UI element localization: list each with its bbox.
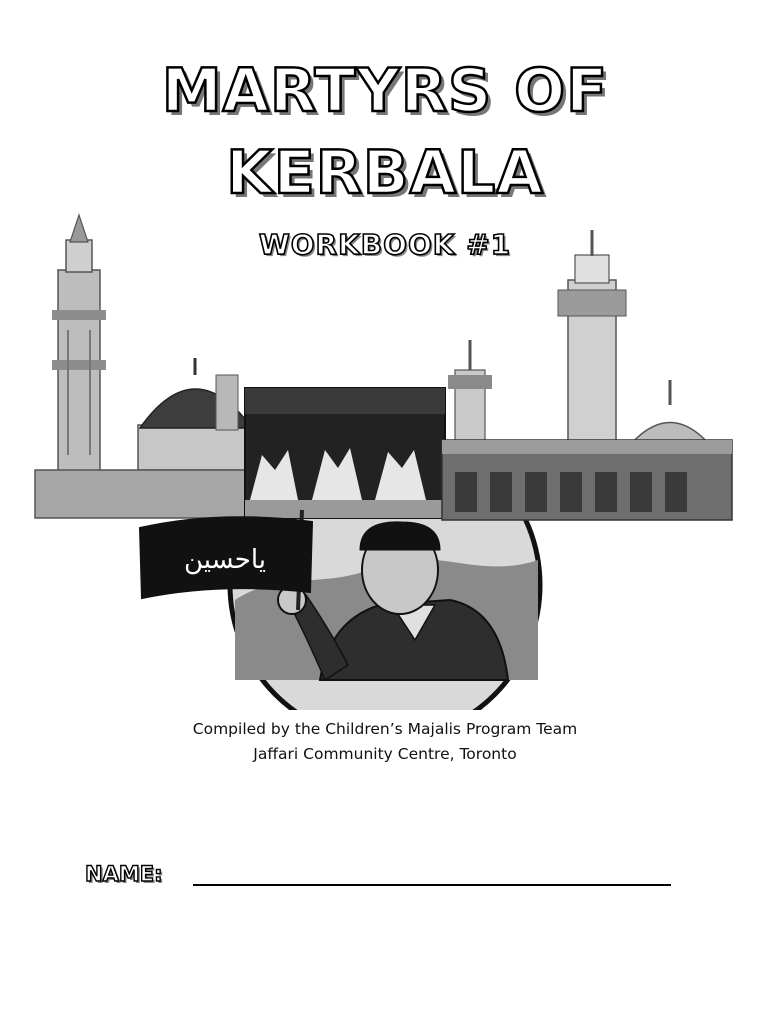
kaaba-illustration xyxy=(245,388,445,518)
right-minaret-illustration xyxy=(558,230,626,465)
credits-line-2: Jaffari Community Centre, Toronto xyxy=(253,745,517,763)
name-label: NAME: xyxy=(85,862,163,886)
cover-title-line-2: KERBALA xyxy=(226,138,544,208)
right-shrine-building-illustration xyxy=(442,440,732,520)
green-dome-illustration xyxy=(138,358,253,470)
cover-subtitle: WORKBOOK #1 xyxy=(258,228,512,261)
name-field-row xyxy=(85,862,685,898)
name-blank-line xyxy=(193,884,671,886)
left-wall-illustration xyxy=(35,470,250,518)
cover-title-line-1: MARTYRS OF xyxy=(161,56,609,126)
shrines-and-boy-illustration xyxy=(30,210,740,710)
credits-line-1: Compiled by the Children’s Majalis Program Team xyxy=(192,720,578,738)
left-minaret-illustration xyxy=(52,215,106,475)
banner-text: ياحسين xyxy=(183,545,267,575)
